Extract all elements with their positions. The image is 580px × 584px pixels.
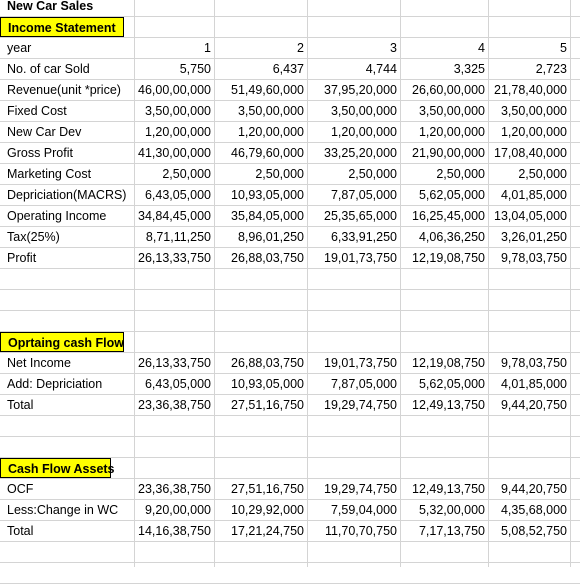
value-cell[interactable]: 5,62,05,000 (418, 377, 485, 391)
value-cell[interactable]: 19,29,74,750 (324, 482, 397, 496)
value-cell[interactable]: 4,744 (365, 62, 397, 76)
value-cell[interactable]: 5,08,52,750 (500, 524, 567, 538)
value-cell[interactable]: 2,723 (535, 62, 567, 76)
row-label[interactable]: Fixed Cost (7, 104, 67, 118)
row-label[interactable]: Revenue(unit *price) (7, 83, 121, 97)
row-label[interactable]: Net Income (7, 356, 71, 370)
row-label[interactable]: Depriciation(MACRS) (7, 188, 127, 202)
table-row (0, 38, 580, 59)
value-cell[interactable]: 4,35,68,000 (500, 503, 567, 517)
value-cell[interactable]: 27,51,16,750 (231, 398, 304, 412)
row-label[interactable]: Add: Depriciation (7, 377, 103, 391)
value-cell[interactable]: 10,93,05,000 (231, 188, 304, 202)
value-cell[interactable]: 11,70,70,750 (324, 524, 397, 538)
value-cell[interactable]: 5 (560, 41, 567, 55)
empty-row (0, 563, 580, 584)
value-cell[interactable]: 2,50,000 (518, 167, 567, 181)
value-cell[interactable]: 26,88,03,750 (231, 251, 304, 265)
row-label[interactable]: Tax(25%) (7, 230, 60, 244)
value-cell[interactable]: 34,84,45,000 (138, 209, 211, 223)
table-row (0, 59, 580, 80)
value-cell[interactable]: 41,30,00,000 (138, 146, 211, 160)
value-cell[interactable]: 19,29,74,750 (324, 398, 397, 412)
value-cell[interactable]: 7,17,13,750 (418, 524, 485, 538)
value-cell[interactable]: 3,26,01,250 (500, 230, 567, 244)
value-cell[interactable]: 1,20,00,000 (500, 125, 567, 139)
value-cell[interactable]: 16,25,45,000 (412, 209, 485, 223)
value-cell[interactable]: 10,29,92,000 (231, 503, 304, 517)
value-cell[interactable]: 9,44,20,750 (500, 398, 567, 412)
value-cell[interactable]: 5,32,00,000 (418, 503, 485, 517)
table-row (0, 227, 580, 248)
value-cell[interactable]: 2,50,000 (436, 167, 485, 181)
value-cell[interactable]: 6,33,91,250 (330, 230, 397, 244)
value-cell[interactable]: 26,13,33,750 (138, 356, 211, 370)
value-cell[interactable]: 2 (297, 41, 304, 55)
value-cell[interactable]: 51,49,60,000 (231, 83, 304, 97)
row-label[interactable]: Profit (7, 251, 37, 265)
value-cell[interactable]: 26,88,03,750 (231, 356, 304, 370)
value-cell[interactable]: 9,44,20,750 (500, 482, 567, 496)
table-row (0, 80, 580, 101)
value-cell[interactable]: 12,49,13,750 (412, 398, 485, 412)
value-cell[interactable]: 3,50,00,000 (144, 104, 211, 118)
empty-row (0, 542, 580, 563)
value-cell[interactable]: 4,06,36,250 (418, 230, 485, 244)
value-cell[interactable]: 4,01,85,000 (500, 188, 567, 202)
income-header-row (0, 17, 580, 38)
value-cell[interactable]: 3,325 (453, 62, 485, 76)
value-cell[interactable]: 3,50,00,000 (330, 104, 397, 118)
empty-row (0, 290, 580, 311)
table-row (0, 164, 580, 185)
empty-row (0, 437, 580, 458)
table-row (0, 143, 580, 164)
table-row (0, 500, 580, 521)
value-cell[interactable]: 7,87,05,000 (330, 188, 397, 202)
value-cell[interactable]: 1,20,00,000 (418, 125, 485, 139)
row-label[interactable]: Marketing Cost (7, 167, 92, 181)
value-cell[interactable]: 6,43,05,000 (144, 377, 211, 391)
value-cell[interactable]: 3 (390, 41, 397, 55)
value-cell[interactable]: 1,20,00,000 (144, 125, 211, 139)
operating-cash-flow-header[interactable]: Oprtaing cash Flow (0, 332, 124, 352)
value-cell[interactable]: 2,50,000 (348, 167, 397, 181)
value-cell[interactable]: 14,16,38,750 (138, 524, 211, 538)
value-cell[interactable]: 9,78,03,750 (500, 356, 567, 370)
table-row (0, 395, 580, 416)
table-row (0, 521, 580, 542)
value-cell[interactable]: 46,79,60,000 (231, 146, 304, 160)
value-cell[interactable]: 8,96,01,250 (237, 230, 304, 244)
value-cell[interactable]: 4 (478, 41, 485, 55)
row-label[interactable]: New Car Dev (7, 125, 82, 139)
value-cell[interactable]: 26,60,00,000 (412, 83, 485, 97)
table-row (0, 185, 580, 206)
sheet-title[interactable]: New Car Sales (7, 0, 94, 13)
table-row (0, 122, 580, 143)
value-cell[interactable]: 1,20,00,000 (237, 125, 304, 139)
row-label[interactable]: Less:Change in WC (7, 503, 119, 517)
value-cell[interactable]: 21,78,40,000 (494, 83, 567, 97)
value-cell[interactable]: 8,71,11,250 (145, 230, 211, 244)
value-cell[interactable]: 3,50,00,000 (500, 104, 567, 118)
table-row (0, 479, 580, 500)
value-cell[interactable]: 37,95,20,000 (324, 83, 397, 97)
value-cell[interactable]: 7,59,04,000 (330, 503, 397, 517)
value-cell[interactable]: 1 (204, 41, 211, 55)
value-cell[interactable]: 46,00,00,000 (138, 83, 211, 97)
table-row (0, 353, 580, 374)
value-cell[interactable]: 1,20,00,000 (330, 125, 397, 139)
table-row (0, 374, 580, 395)
value-cell[interactable]: 10,93,05,000 (231, 377, 304, 391)
empty-row (0, 311, 580, 332)
value-cell[interactable]: 17,08,40,000 (494, 146, 567, 160)
value-cell[interactable]: 2,50,000 (162, 167, 211, 181)
row-label[interactable]: Total (7, 398, 34, 412)
value-cell[interactable]: 6,437 (272, 62, 304, 76)
value-cell[interactable]: 33,25,20,000 (324, 146, 397, 160)
row-label[interactable]: OCF (7, 482, 34, 496)
value-cell[interactable]: 21,90,00,000 (412, 146, 485, 160)
value-cell[interactable]: 3,50,00,000 (237, 104, 304, 118)
value-cell[interactable]: 23,36,38,750 (138, 398, 211, 412)
value-cell[interactable]: 35,84,05,000 (231, 209, 304, 223)
row-label[interactable]: Gross Profit (7, 146, 73, 160)
value-cell[interactable]: 26,13,33,750 (138, 251, 211, 265)
value-cell[interactable]: 12,19,08,750 (412, 251, 485, 265)
value-cell[interactable]: 19,01,73,750 (324, 251, 397, 265)
value-cell[interactable]: 6,43,05,000 (144, 188, 211, 202)
value-cell[interactable]: 17,21,24,750 (231, 524, 304, 538)
value-cell[interactable]: 23,36,38,750 (138, 482, 211, 496)
empty-row (0, 416, 580, 437)
value-cell[interactable]: 12,49,13,750 (412, 482, 485, 496)
value-cell[interactable]: 25,35,65,000 (324, 209, 397, 223)
row-label[interactable]: Operating Income (7, 209, 107, 223)
value-cell[interactable]: 3,50,00,000 (418, 104, 485, 118)
row-label[interactable]: No. of car Sold (7, 62, 90, 76)
value-cell[interactable]: 9,78,03,750 (500, 251, 567, 265)
title-row (0, 0, 580, 17)
value-cell[interactable]: 2,50,000 (255, 167, 304, 181)
row-label[interactable]: Total (7, 524, 34, 538)
value-cell[interactable]: 27,51,16,750 (231, 482, 304, 496)
value-cell[interactable]: 5,750 (179, 62, 211, 76)
cfa-header-row (0, 458, 580, 479)
table-row (0, 101, 580, 122)
row-label[interactable]: year (7, 41, 32, 55)
value-cell[interactable]: 9,20,00,000 (144, 503, 211, 517)
table-row (0, 248, 580, 269)
ocf-header-row (0, 332, 580, 353)
value-cell[interactable]: 4,01,85,000 (500, 377, 567, 391)
income-statement-header[interactable]: Income Statement (0, 17, 124, 37)
value-cell[interactable]: 19,01,73,750 (324, 356, 397, 370)
empty-row (0, 269, 580, 290)
value-cell[interactable]: 5,62,05,000 (418, 188, 485, 202)
cash-flow-assets-header[interactable]: Cash Flow Assets (0, 458, 111, 478)
value-cell[interactable]: 7,87,05,000 (330, 377, 397, 391)
value-cell[interactable]: 12,19,08,750 (412, 356, 485, 370)
table-row (0, 206, 580, 227)
value-cell[interactable]: 13,04,05,000 (494, 209, 567, 223)
